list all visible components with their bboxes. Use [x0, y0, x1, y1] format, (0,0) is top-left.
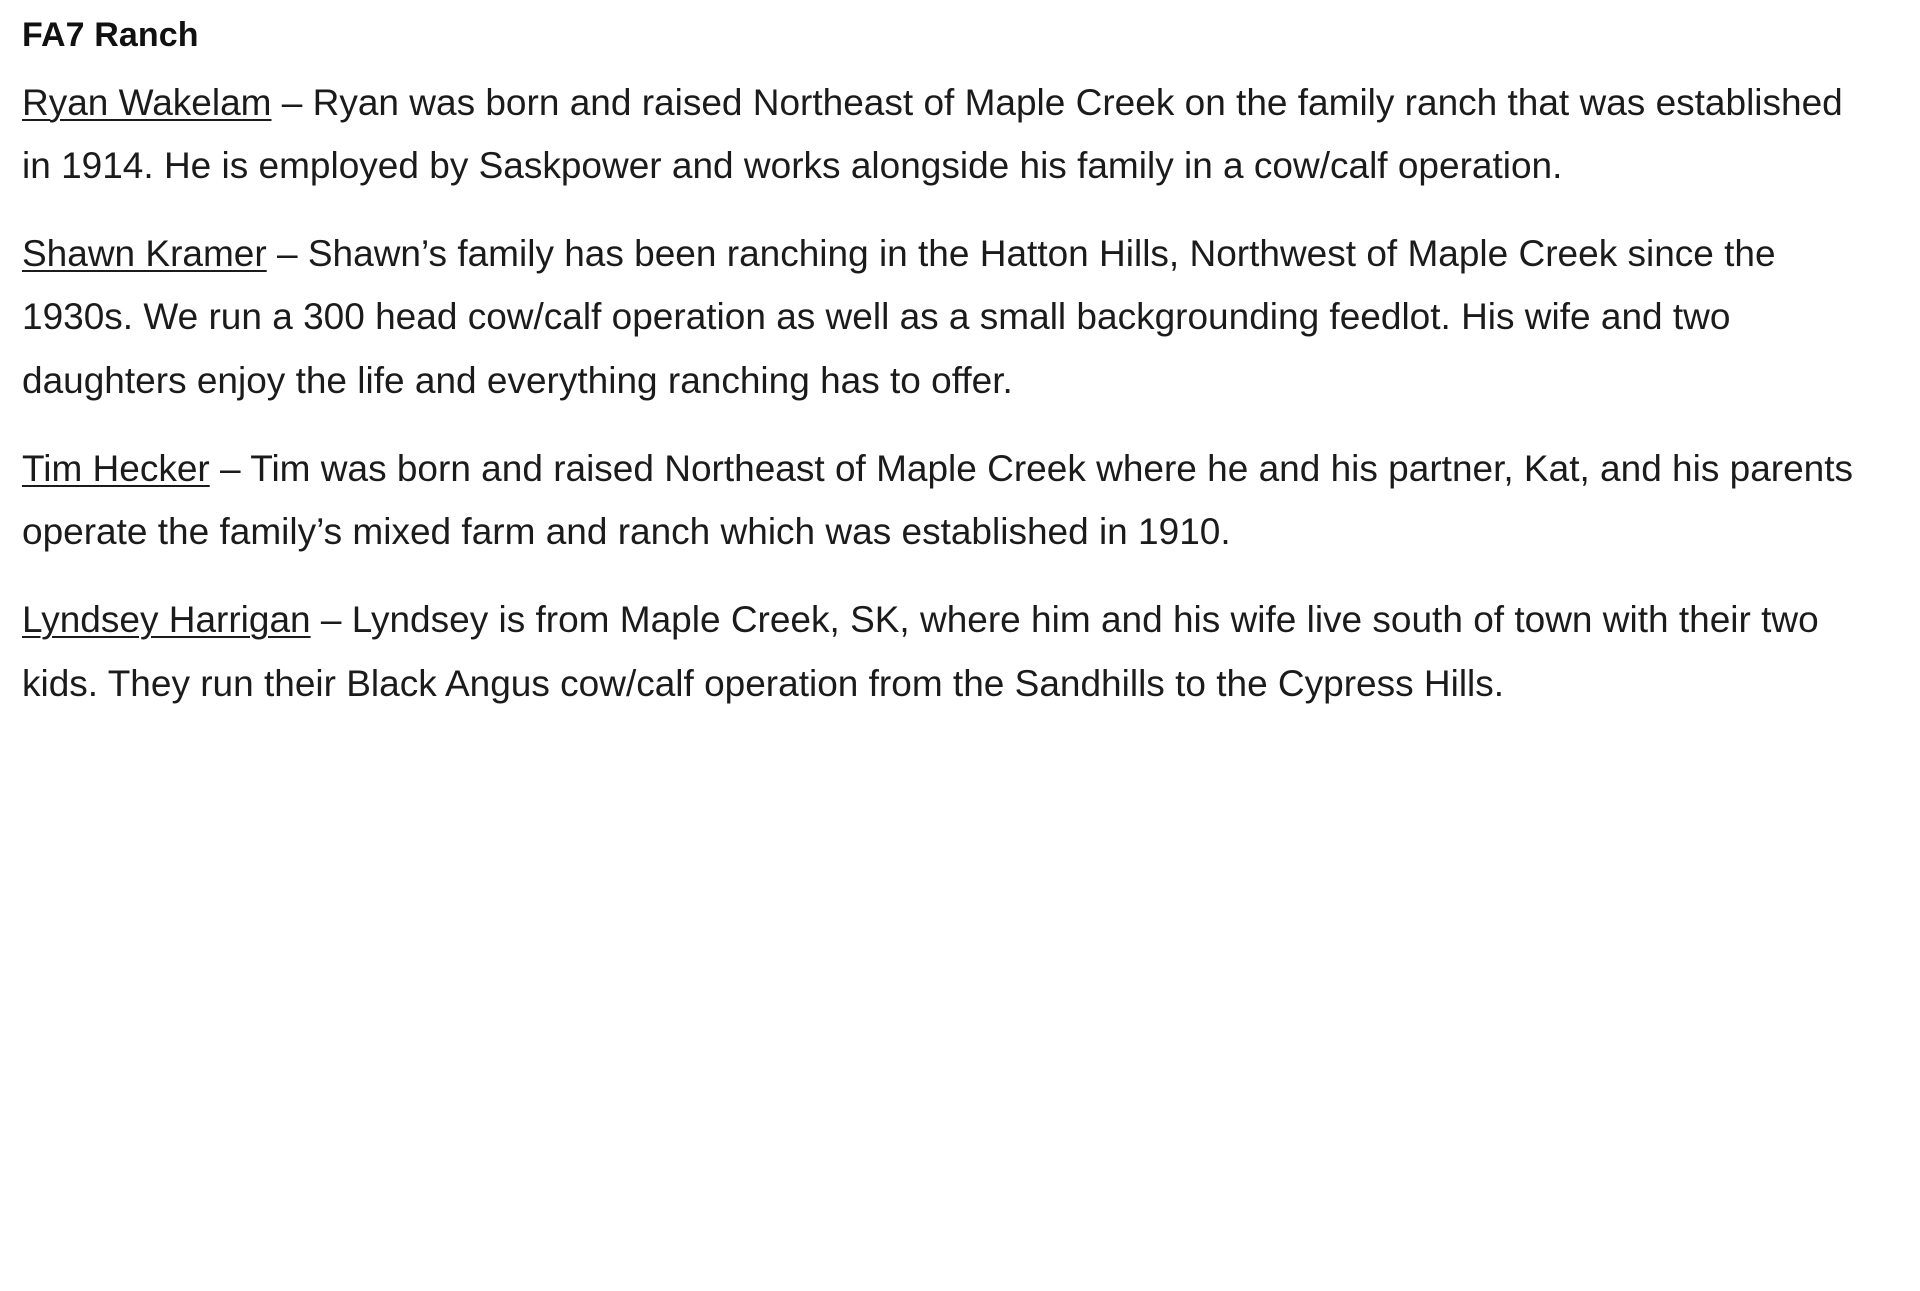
page-title: FA7 Ranch	[22, 16, 199, 54]
person-name-tim-hecker: Tim Hecker	[22, 447, 210, 489]
person-name-lyndsey-harrigan: Lyndsey Harrigan	[22, 598, 311, 640]
person-name-ryan-wakelam: Ryan Wakelam	[22, 81, 272, 123]
bio-paragraph-tim-hecker	[22, 437, 1876, 564]
bio-paragraph-shawn-kramer	[22, 222, 1876, 413]
bio-paragraph-ryan-wakelam	[22, 71, 1876, 198]
bio-paragraph-lyndsey-harrigan	[22, 588, 1876, 715]
person-name-shawn-kramer: Shawn Kramer	[22, 232, 267, 274]
bio-text-shawn-kramer: – Shawn’s family has been ranching in the Hatton Hills, Northwest of Maple Creek since the 1930s. We run a 300 head cow/calf operation as well as a small backgrounding feedlot. His wife and two daughters enjoy the life and everything ranching has to offer.	[22, 232, 1776, 401]
bio-text-tim-hecker: – Tim was born and raised Northeast of Maple Creek where he and his partner, Kat, and his parents operate the family’s mixed farm and ranch which was established in 1910.	[22, 447, 1854, 553]
bio-text-lyndsey-harrigan: – Lyndsey is from Maple Creek, SK, where him and his wife live south of town with their two kids. They run their Black Angus cow/calf operation from the Sandhills to the Cypress Hills.	[22, 598, 1819, 704]
bio-text-ryan-wakelam: – Ryan was born and raised Northeast of Maple Creek on the family ranch that was established in 1914. He is employed by Saskpower and works alongside his family in a cow/calf operation.	[22, 81, 1843, 187]
